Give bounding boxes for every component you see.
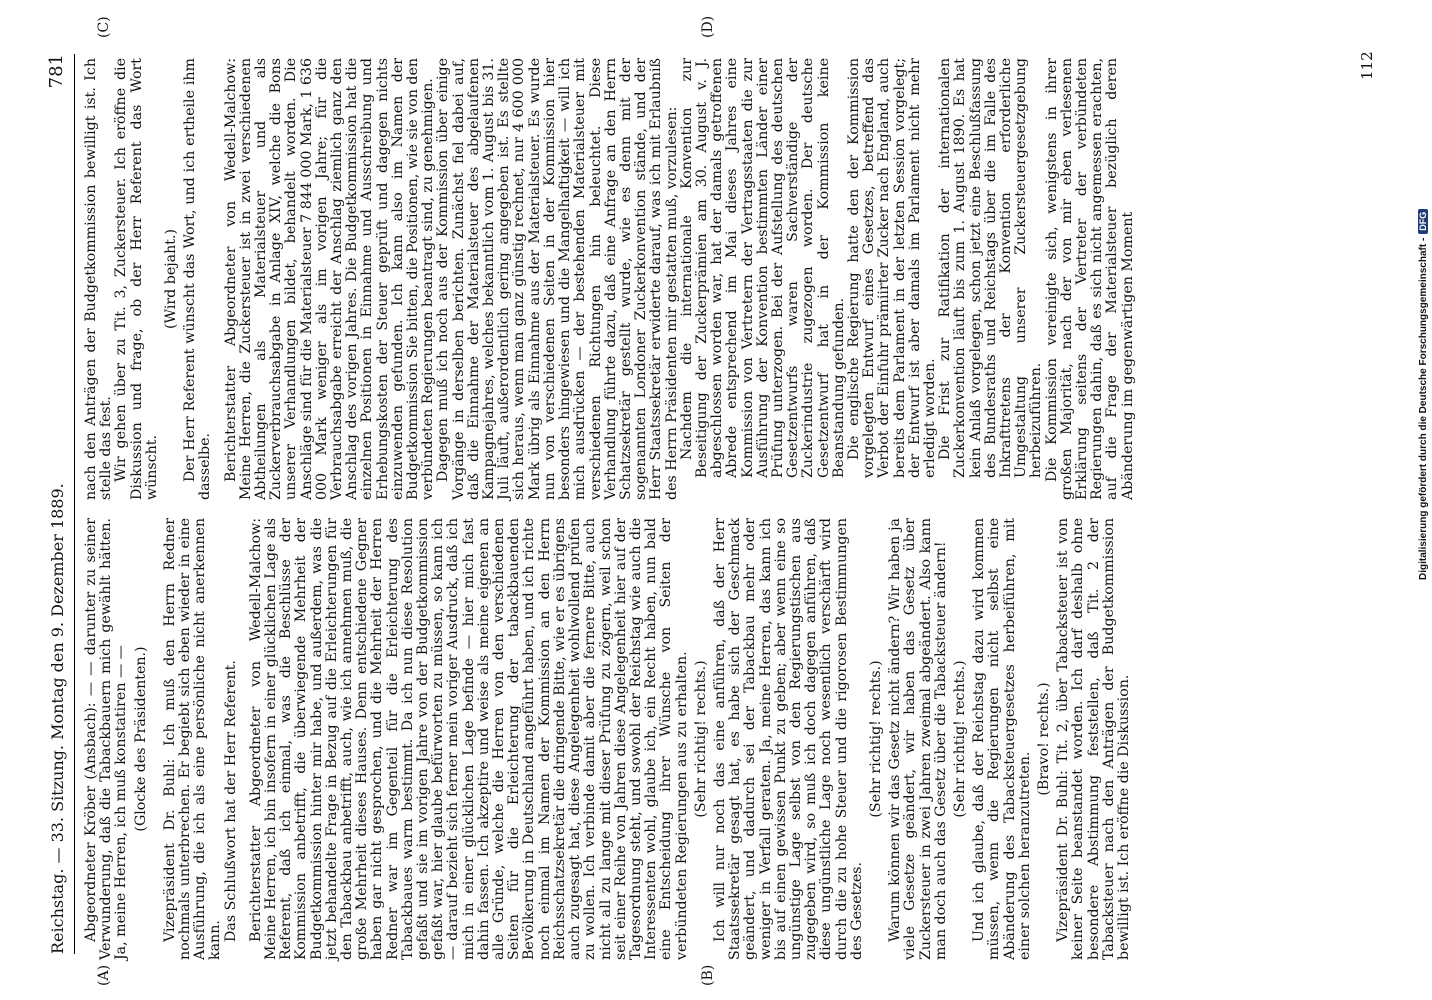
stage-direction: (Wird bejaht.) — [163, 229, 180, 329]
column-left — [84, 518, 1132, 960]
paragraph: Vizepräsident Dr. Buhl: Ich muß den Herrn Redner nochmals unterbrechen. Er begiebt sich eben wieder in eine Ausführung, die ich als eine persönliche nicht anerkennen kann. — [161, 518, 224, 960]
header-title: Reichstag. — 33. Sitzung. Montag den 9. Dezember 1889. — [48, 483, 67, 954]
stage-direction: (Glocke des Präsidenten.) — [132, 646, 149, 832]
paragraph: Das Schlußwort hat der Herr Referent. — [222, 660, 239, 942]
quoted-paragraph: Nachdem die internationale Konvention zur Beseitigung der Zuckerprämien am 30. August v. J. abgeschlossen worden war, hat der damals getroffenen Abrede entsprechend im Mai dieses Jahres eine Kommission von Vertretern der Vertragsstaaten die zur Ausführung der Konvention bestimmten Länder einer Prüfung unterzogen. Bei der Aufstellung des deutschen Gesetzentwurfs waren Sachverständige der Zuckerindustrie zugezogen worden. Der deutsche Gesetzentwurf hat in der Kommission keine Beanstandung gefunden. — [678, 58, 847, 478]
stage-direction: (Bravo! rechts.) — [1035, 682, 1052, 796]
paragraph: Berichterstatter Abgeordneter von Wedell-Malchow: Meine Herren, ich bin insofern in einer glücklichen Lage als Referent, daß ich einmal, was die Beschlüsse der Kommission anbetrifft, die überwiegende Mehrheit der Budgetkommission hinter mir habe, und außerdem, was die jetzt behandelte Frage in Bezug auf die Erleichterungen für den Tabackbau anbetrifft, auch, wie ich annehmen muß, die große Mehrheit dieses Hauses. Denn entschiedene Gegner haben gar nicht gesprochen, und die Mehrheit der Herren Redner war im Gegenteil für die Erleichterung des Tabackbaues warm bestimmt. Da ich nun diese Resolution gefaßt und sie im vorigen Jahre von der Budgetkommission gefaßt war, hier glaube befürworten zu müssen, so kann ich — darauf bezieht sich ferner mein voriger Ausdruck, daß ich mich in einer glücklichen Lage befinde — hier mich fast dahin fassen. Ich akzeptire und weise als meine eigenen an alle Gründe, welche die Herren von den verschiedenen Seiten für die Erleichterung der tabackbauenden Bevölkerung in Deutschland angeführt haben, und ich richte noch einmal im Namen der Kommission an den Herrn Reichsschatzsekretär die dringende Bitte, wie er es übrigens auch zugesagt hat, diese Angelegenheit wohlwollend prüfen zu wollen. Ich verbinde damit aber die fernere Bitte, auch nicht all zu lange mit dieser Prüfung zu zögern, weil schon seit einer Reihe von Jahren diese Angelegenheit hier auf der Tagesordnung steht, und sowohl der Reichstag wie auch die Interessenten wohl, glaube ich, ein Recht haben, nun bald eine Entscheidung ihrer Wünsche von Seiten der verbündeten Regierungen aus zu erhalten. — [247, 518, 690, 960]
digitization-note — [1418, 0, 1429, 580]
running-header — [44, 54, 75, 954]
paragraph: Berichterstatter Abgeordneter von Wedell-Malchow: Meine Herren, die Zuckersteuer ist in zwei verschiedenen Abtheilungen als Materialsteuer und als Zuckerverbrauchsabgabe in Anlage XIV, welche die Bons unserer Verhandlungen bildet, behandelt worden. Die Anschläge sind für die Materialsteuer 7 844 000 Mark, 1 636 000 Mark weniger als im vorigen Jahre; für die Verbrauchsabgabe erreicht der Anschlag ziemlich ganz den Anschlag des vorigen Jahres. Die Budgetkommission hat die einzelnen Positionen in Einnahme und Ausschreibung und Erhebungskosten der Steuer geprüft und dagegen nichts einzuwenden gefunden. Ich kann also im Namen der Budgetkommission Sie bitten, die Positionen, wie sie von den verbündeten Regierungen beantragt sind, zu genehmigen. — [222, 58, 437, 500]
paragraph: Und ich glaube, daß der Reichstag dazu wird kommen müssen, wenn die Regierungen nicht selbst eine Abänderung des Tabacksteuergesetzes herbeiführen, mit einer solchen heranzutreten. — [971, 518, 1033, 960]
stage-direction: (Sehr richtig! rechts.) — [692, 660, 709, 818]
paragraph: Der Herr Referent wünscht das Wort, und ich ertheile ihm dasselbe. — [182, 58, 214, 500]
stage-direction: (Sehr richtig! rechts.) — [951, 660, 968, 818]
margin-mark-d: (D) — [700, 15, 716, 38]
dfg-logo: DFG — [1418, 209, 1428, 234]
quoted-paragraph: Die englische Regierung hatte den der Kommission vorgelegten Entwurf eines Gesetzes, betreffend das Verbot der Einfuhr prämiirter Zucker nach England, auch bereits dem Parlament in der letzten Session vorgelegt; der Entwurf ist aber damals im Parlament nicht mehr erledigt worden. — [845, 58, 938, 478]
stage-direction: (Sehr richtig! rechts.) — [867, 660, 884, 818]
page-number: 781 — [46, 54, 67, 89]
digitization-note-text: Digitalisierung gefördert durch die Deutsche Forschungsgemeinschaft - — [1418, 237, 1429, 580]
paragraph: Ich will nur noch das eine anführen, daß der Herr Staatssekretär gesagt hat, es habe sich der Geschmack geändert, und dadurch sei der Tabackbau mehr oder weniger in Verfall geraten. Ja, meine Herren, das kann ich bis auf einen gewissen Punkt zu geben; aber wenn eine so ungünstige Lage selbst von den Regierungstischen aus zugegeben wird, so muß ich doch dagegen anführen, daß diese ungünstliche Lage noch wesentlich verschärft wird durch die zu hohe Steuer und die rigorosen Bestimmungen des Gesetzes. — [711, 518, 865, 960]
signature-number: 112 — [1358, 51, 1376, 80]
paragraph: Dagegen muß ich noch aus der Kommission über einige Vorgänge in derselben berichten. Zunächst fiel dabei auf, daß die Einnahme der Materialsteuer des abgelaufenen Kampagnejahres, welches bekanntlich vom 1. August bis 31. Juli läuft, außerordentlich gering angegeben ist. Es stellte sich heraus, wenn man ganz günstig rechnet, nur 4 600 000 Mark übrig als Einnahme aus der Materialsteuer. Es wurde nun von verschiedenen Seiten in der Kommission hier besonders hingewiesen und die Mangelhaftigkeit — will ich mich ausdrücken — der bestehenden Materialsteuer mit verschiedenen Richtungen hin beleuchtet. Diese Verhandlung führte dazu, daß eine Anfrage an den Herrn Schatzsekretär gestellt wurde, wie es denn mit der sogenannten Londoner Zuckerkonvention stände, und der Herr Staatssekretär erwiderte darauf, was ich mit Erlaubniß des Herrn Präsidenten mir gestatten muß, vorzulesen: — [435, 58, 680, 500]
paragraph: Warum können wir das Gesetz nicht ändern? Wir haben ja viele Gesetze geändert, wir haben das Gesetz über Zuckersteuer in zwei Jahren zweimal abgeändert. Also kann man doch auch das Gesetz über die Tabacksteuer ändern! — [887, 518, 949, 960]
margin-mark-b: (B) — [700, 964, 716, 986]
paragraph: nach den Anträgen der Budgetkommission bewilligt ist. Ich stelle das fest. — [83, 58, 115, 500]
column-right — [84, 58, 1136, 500]
quoted-paragraph: Die Frist zur Ratifikation der internationalen Zuckerkonvention läuft bis zum 1. August 1890. Es hat kein Anlaß vorgelegen, schon jetzt eine Beschlußfassung des Bundesraths und Reichstags über die im Falle des Inkrafttretens der Konvention erforderliche Umgestaltung unserer Zuckersteuergesetzgebung herbeizuführen. — [937, 58, 1045, 478]
paragraph: Abgeordneter Kröber (Ansbach): — — darunter zu seiner Verwunderung, daß die Tabackbauern mich gewählt hätten. Ja, meine Herren, ich muß konstatiren — — — [83, 518, 130, 960]
margin-mark-c: (C) — [96, 16, 112, 38]
paragraph: Die Kommission vereinigte sich, wenigstens in ihrer großen Majorität, nach der von mir eben verlesenen Erklärung seitens der Vertreter der verbündeten Regierungen dahin, daß es sich nicht angemessen erachten, auf die Frage der Materialsteuer bezüglich deren Abänderung im gegenwärtigen Moment — [1043, 58, 1136, 500]
paragraph: Wir gehen über zu Tit. 3, Zuckersteuer. Ich eröffne die Diskussion und frage, ob der Herr Referent das Wort wünscht. — [113, 58, 160, 500]
paragraph: Vizepräsident Dr. Buhl: Tit. 2, über Tabacksteuer ist von keiner Seite beanstandet worden. Ich darf deshalb ohne besondere Abstimmung feststellen, daß Tit. 2 der Tabacksteuer nach den Anträgen der Budgetkommission bewilligt ist. Ich eröffne die Diskussion. — [1055, 518, 1132, 960]
margin-mark-a: (A) — [96, 964, 112, 986]
